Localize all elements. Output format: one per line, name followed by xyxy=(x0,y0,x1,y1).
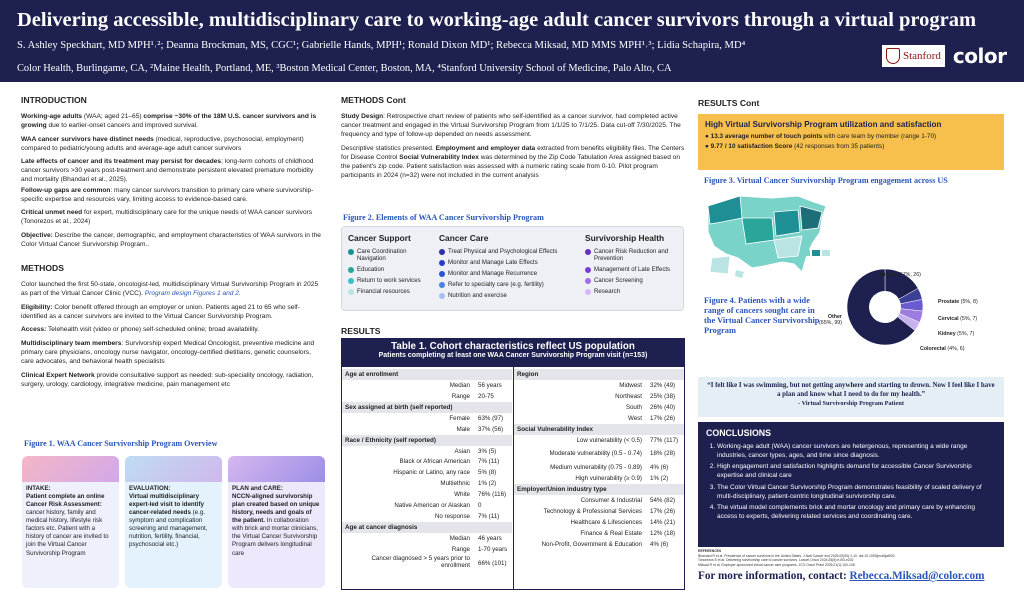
table-row: Asian 3% (5) xyxy=(454,447,497,455)
cancer-care-group: Cancer Care Treat Physical and Psychological Effects Monitor and Manage Late Effects Monitor and Manage Recurrence Refer to specialty care (e.g. fertility) Nutrition and exercise xyxy=(439,233,558,299)
fig1-title: Figure 1. WAA Cancer Survivorship Program Overview xyxy=(24,439,218,448)
table-section-header: Employer/Union industry type xyxy=(514,484,684,495)
fig2-elements xyxy=(341,226,684,311)
donut-label: Cervical (5%, 7) xyxy=(938,316,978,322)
cohort-table xyxy=(341,338,685,590)
table-row: Northeast 25% (38) xyxy=(615,392,676,400)
color-logo: color xyxy=(952,44,1007,68)
table-left-column xyxy=(342,369,512,572)
affiliations: Color Health, Burlingame, CA, ²Maine Health, Portland, ME, ³Boston Medical Center, Boston, MA, ⁴Stanford University School of Medicine, Palo Alto, CA xyxy=(17,63,672,74)
table-row: Medium vulnerability (0.75 - 0.89) 4% (6) xyxy=(550,464,669,472)
conclusions-box: CONCLUSIONS 1. Working-age adult (WAA) cancer survivors are hetergenous, representing a wide range industries, cancer types, ages, and time since diagnosis. 2. High engagement and satisfaction highlights demand for accessible Cancer Survivorship expertise and clinical care 3. The Color Virtual Cancer Survivorship Program demonstrates feasibility of scaled delivery of multi-disciplinary, patient-centric longitudinal survivorship care. 4. The virtual model complements brick and mortar oncology and primary care by enhancing access to experts, delivering related services and coordinating care. xyxy=(698,422,1004,547)
cancer-support-group: Cancer Support Care Coordination Navigation Education Return to work services Financial resources xyxy=(348,233,421,295)
table-row: Healthcare & Lifesciences 14% (21) xyxy=(570,518,676,526)
results-heading: RESULTS xyxy=(341,326,381,336)
table-row: Multiethnic 1% (2) xyxy=(440,480,497,488)
evaluation-photo xyxy=(125,456,222,482)
fig1-overview xyxy=(22,456,325,588)
evaluation-card: EVALUATION: Virtual multidisciplinary expert-led visit to identify cancer-related needs (e.g. symptom and complication screening and management, nutrition, fertility, financial, psychosocial etc.) xyxy=(125,456,222,588)
donut-label: Other (65%, 99) xyxy=(819,314,842,326)
table-title: Table 1. Cohort characteristics reflect US population xyxy=(391,341,635,352)
conclusion-item: 2. High engagement and satisfaction highlights demand for accessible Cancer Survivorship expertise and clinical care xyxy=(717,463,996,481)
table-row: Median 56 years xyxy=(449,381,502,389)
patient-quote: “I felt like I was swimming, but not getting anywhere and starting to drown. Now I feel like I have a plan and know what I need to do for my health.” - Virtual Survivorship Program Patient xyxy=(698,377,1004,417)
touchpoints-bullet: ● 13.3 average number of touch points with care team by member (range 1-70) xyxy=(705,133,997,140)
intro-p3: Late effects of cancer and its treatment may persist for decades; long-term cohorts of childhood cancer survivors >30 years post-treatment and demonstrate persistent elevated premature morbidity and mortality (Bhandari et al., 2025). xyxy=(21,158,314,184)
table-row: White 76% (116) xyxy=(454,491,507,499)
table-row: Non-Profit, Government & Education 4% (6) xyxy=(541,540,669,548)
table-row: Technology & Professional Services 17% (26) xyxy=(543,508,676,516)
poster-header xyxy=(0,0,1024,82)
conclusion-item: 4. The virtual model complements brick and mortar oncology and primary care by enhancing access to experts, delivering related services and coordinating care. xyxy=(717,504,996,522)
intro-heading: INTRODUCTION xyxy=(21,95,87,105)
table-row: West 17% (26) xyxy=(628,414,676,422)
methods-p4: Multidisciplinary team members: Survivorship expert Medical Oncologist, preventive medicine and primary care physicians, oncology nurse navigator, oncology-certified dietitians, genetic counselors, care advocates, and behavioral health specialists xyxy=(21,339,315,366)
table-row: Female 63% (97) xyxy=(449,414,504,422)
methods-p1: Color launched the first 50-state, oncologist-led, multidisciplinary Virtual Survivorship Program in 2025 as part of the Virtual Cancer Clinic (VCC). Program design Figures 1 and 2. xyxy=(21,280,319,298)
table-row: Finance & Real Estate 12% (18) xyxy=(580,529,676,537)
fig3-title: Figure 3. Virtual Cancer Survivorship Program engagement across US xyxy=(704,176,948,185)
poster-title: Delivering accessible, multidisciplinary care to working-age adult cancer survivors through a virtual program xyxy=(17,9,977,31)
stanford-seal-icon xyxy=(886,48,900,64)
donut-label: Kidney (5%, 7) xyxy=(938,331,975,337)
table-row: High vulnerability (≥ 0.9) 1% (2) xyxy=(575,475,669,483)
methods-p5: Clinical Expert Network provide consultative support as needed: sub-speciality oncology, radiation, surgery, urology, cardiology, integrative medicine, pain management etc xyxy=(21,371,314,388)
table-row: Cancer diagnosed > 5 years prior to enrollment 66% (101) xyxy=(371,555,507,570)
table-row: No response 7% (11) xyxy=(434,512,500,520)
table-row: Consumer & Industrial 54% (82) xyxy=(580,497,676,505)
methods-cont-heading: METHODS Cont xyxy=(341,95,406,105)
donut-label: Prostate (5%, 8) xyxy=(938,299,978,305)
legend-swatch xyxy=(802,250,810,256)
intro-p2: WAA cancer survivors have distinct needs (medical, reproductive, psychosocial, employment) compared to pediatric/young adults and average-age adult cancer survivors xyxy=(21,135,304,152)
us-engagement-map xyxy=(702,188,834,282)
table-row: Moderate vulnerability (0.5 - 0.74) 18% (28) xyxy=(549,449,676,458)
survivorship-health-group: Survivorship Health Cancer Risk Reduction and Prevention Management of Late Effects Cancer Screening Research xyxy=(585,233,671,295)
table-row: Native American or Alaskan 0 xyxy=(394,501,482,509)
table-row: South 26% (40) xyxy=(625,403,676,411)
methods-heading: METHODS xyxy=(21,263,64,274)
plan-card: PLAN and CARE: NCCN-aligned survivorship plan created based on unique history, needs and goals of the patient. In collaboration with brick and mortar clinicians, the Virtual Cancer Survivorship Program delivers longitudinal care xyxy=(228,456,325,588)
table-section-header: Sex assigned at birth (self reported) xyxy=(342,402,512,413)
table-row: Male 37% (56) xyxy=(456,425,504,433)
table-section-header: Race / Ethnicity (self reported) xyxy=(342,435,512,446)
conclusion-item: 1. Working-age adult (WAA) cancer survivors are hetergenous, representing a wide range industries, cancer types, ages, and time since diagnosis. xyxy=(717,443,996,461)
column-left xyxy=(21,95,323,393)
table-section-header: Social Vulnerability Index xyxy=(514,424,684,435)
table-row: Low vulnerability (< 0.5) 77% (117) xyxy=(576,436,679,444)
stanford-logo: Stanford xyxy=(882,45,945,67)
donut-label: Colorectal (4%, 6) xyxy=(920,346,965,352)
methods-cont-p2: Descriptive statistics presented. Employment and employer data extracted from benefits eligibility files. The Centers for Disease Control Social Vulnerability Index was determined by the Zip Code Tabulation Area assigned based on the patient's zip code. Patient satisfaction was assessed with a numeric rating scale from 0-10. Pilot program participants in 2024 (n=32) were not included in the current analysis xyxy=(341,144,685,179)
results-cont-heading: RESULTS Cont xyxy=(698,98,760,108)
references: REFERENCES Bhandari R et al. Prevalence of cancer survivors in the United States. J Natl Cancer Inst 2025;00(00):1-10. doi:10.1093/jnci/djaf000 Tonorezos E et al. Delivering survivorship care to cancer survivors. Lancet Oncol 2024;25(5):e193-e202 Miksad R et al. Employer-sponsored virtual cancer care programs. JCO Oncol Pract 2025;21(1):100-108 xyxy=(698,549,895,567)
fig4-title: Figure 4. Patients with a wide range of cancers sought care in the Virtual Cancer Survivorship Program xyxy=(704,296,820,336)
methods-p2: Eligibility: Color benefit offered through an employer or union. Patients aged 21 to 65 who self-identified as a cancer survivors are invited to the Virtual Cancer Survivorship Program. xyxy=(21,303,300,320)
plan-photo xyxy=(228,456,325,482)
donut-label: Breast (17%, 26) xyxy=(880,272,921,278)
methods-cont-p1: Study Design: Retrospective chart review of patients who self-identified as a cancer survivor, had completed active cancer treatment and engaged in the Virtual Survivorship Program from 1/1/25 to 7/1/25. Data cut-off 7/30/2025. The frequency and type of follow-up depended on needs assessment. xyxy=(341,112,681,139)
table-subtitle: Patients completing at least one WAA Cancer Survivorship Program visit (n=153) xyxy=(378,352,648,359)
table-row: Range 1-70 years xyxy=(451,545,508,553)
methods-p3: Access: Telehealth visit (video or phone) self-scheduled online; broad availability. xyxy=(21,326,260,334)
table-section-header: Age at enrollment xyxy=(342,369,512,380)
intro-p4: Follow-up gaps are common: many cancer survivors transition to primary care where survivorship-specific expertise and resources vary, limiting access to evidence-based care. xyxy=(21,186,314,203)
intro-p6: Objective: Describe the cancer, demographic, and employment characteristics of WAA survivors in the Color Virtual Cancer Survivorship Program.. xyxy=(21,231,321,248)
table-row: Midwest 32% (49) xyxy=(619,381,676,389)
column-middle xyxy=(341,95,685,185)
table-section-header: Age at cancer diagnosis xyxy=(342,522,512,533)
table-section-header: Region xyxy=(514,369,684,380)
intake-photo xyxy=(22,456,119,482)
intro-p5: Critical unmet need for expert, multidisciplinary care for the unique needs of WAA cancer survivors (Tonorezos et al., 2024) xyxy=(21,209,313,226)
table-right-column xyxy=(514,369,684,550)
satisfaction-bullet: ● 9.77 / 10 satisfaction Score (42 responses from 35 patients) xyxy=(705,143,997,150)
highlight-box: High Virtual Survivorship Program utilization and satisfaction ● 13.3 average number of touch points with care team by member (range 1-70) ● 9.77 / 10 satisfaction Score (42 responses from 35 patients) xyxy=(698,114,1004,170)
contact-line: For more information, contact: Rebecca.Miksad@color.com xyxy=(698,570,985,582)
intro-p1: Working-age adults (WAA; aged 21–65) comprise ~30% of the 18M U.S. cancer survivors and is growing due to earlier-onset cancers and improved survival. xyxy=(21,112,317,129)
table-row: Black or African American 7% (11) xyxy=(399,458,500,466)
conclusion-item: 3. The Color Virtual Cancer Survivorship Program demonstrates feasibility of scaled delivery of multi-disciplinary, patient-centric longitudinal survivorship care. xyxy=(717,484,996,502)
cancer-type-donut xyxy=(845,267,925,347)
fig2-title: Figure 2. Elements of WAA Cancer Survivorship Program xyxy=(343,213,544,222)
table-row: Range 20-75 xyxy=(451,392,494,400)
intake-card: INTAKE: Patient complete an online Cancer Risk Assessment: cancer history, family and medical history, lifestyle risk factors etc. Patient with a history of cancer are invited to join the Virtual Cancer Survivorship Program xyxy=(22,456,119,588)
logos xyxy=(882,44,1006,68)
table-row: Median 46 years xyxy=(449,534,502,542)
table-row: Hispanic or Latino, any race 5% (8) xyxy=(393,469,497,477)
author-list: S. Ashley Speckhart, MD MPH¹˒²; Deanna Brockman, MS, CGC¹; Gabrielle Hands, MPH¹; Ronald Dixon MD¹; Rebecca Miksad, MD MMS MPH¹˒³; Lidia Schapira, MD⁴ xyxy=(17,40,746,51)
contact-email-link[interactable]: Rebecca.Miksad@color.com xyxy=(849,570,985,582)
